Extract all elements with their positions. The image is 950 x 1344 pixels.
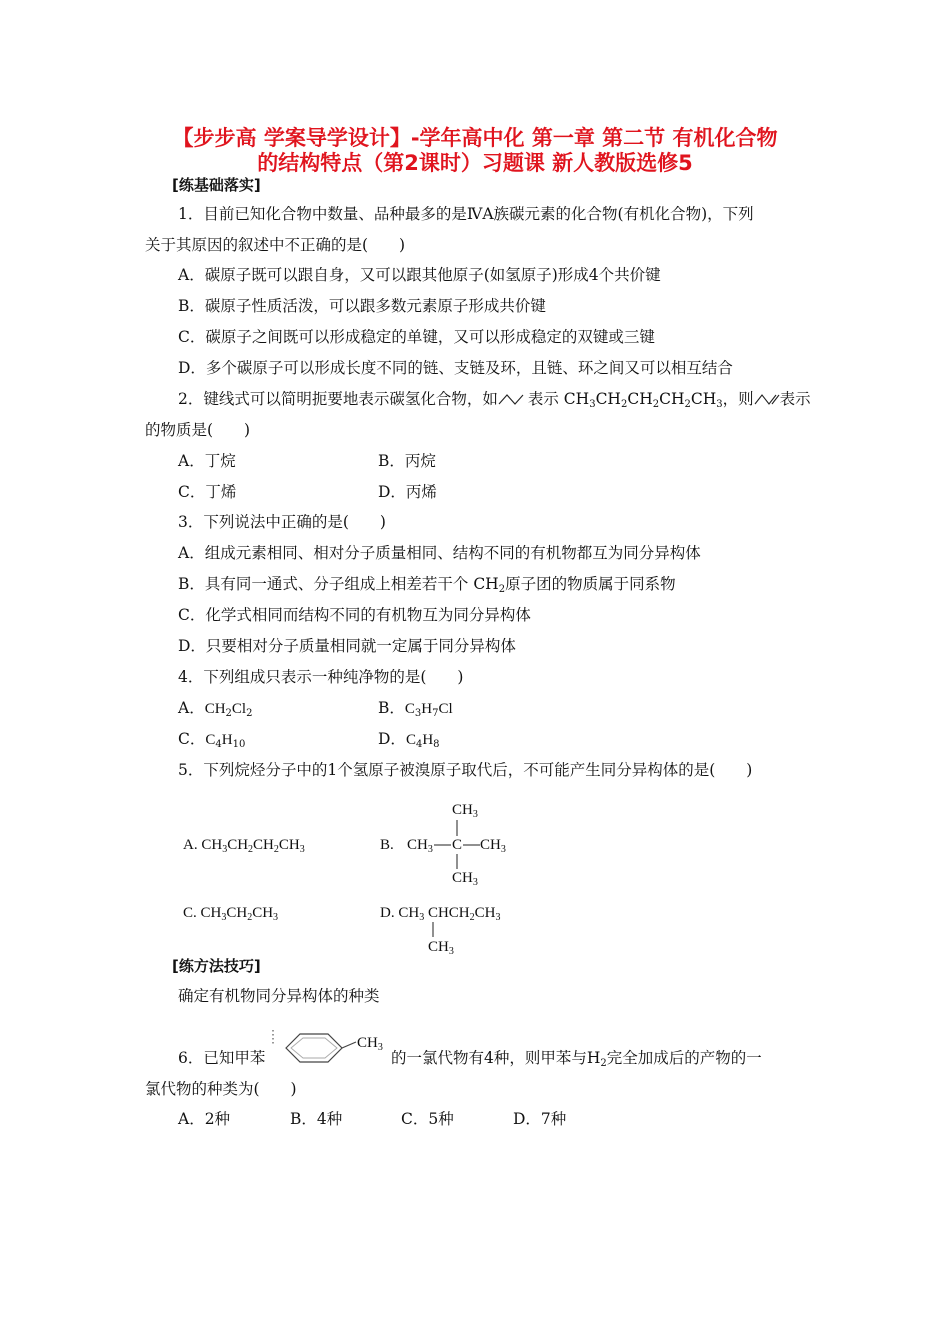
q5-option-d-structure: D. $CH_3$ $CHCH_2CH_3$ xyxy=(380,905,501,923)
q4-option-c: C．$C_4H_{10}$ xyxy=(178,730,246,750)
q2-stem-line1: 2．键线式可以简明扼要地表示碳氢化合物，如 表示 $CH_3CH_2CH_2CH_2CH_3$，则 表示 xyxy=(178,390,811,410)
q5-option-a-structure: A. $CH_3CH_2CH_2CH_3$ xyxy=(183,837,305,855)
q3-option-b: B．具有同一通式、分子组成上相差若干个 $CH_2$原子团的物质属于同系物 xyxy=(178,575,676,595)
q4-option-a: A．$CH_2Cl_2$ xyxy=(178,699,253,719)
method-subheading: 确定有机物同分异构体的种类 xyxy=(178,987,380,1005)
q4-option-d: D．$C_4H_8$ xyxy=(378,730,440,750)
q6-option-d: D．7种 xyxy=(513,1110,567,1128)
q1-option-b: B．碳原子性质活泼，可以跟多数元素原子形成共价键 xyxy=(178,297,546,315)
q6-stem-text2: 的一氯代物有4种，则甲苯与$H_2$完全加成后的产物的一 xyxy=(391,1049,762,1069)
q1-option-a: A．碳原子既可以跟自身，又可以跟其他原子(如氢原子)形成4个共价键 xyxy=(178,266,661,284)
q4-option-b: B．$C_3H_7Cl$ xyxy=(378,699,453,719)
q3-option-a: A．组成元素相同、相对分子质量相同、结构不同的有机物都互为同分异构体 xyxy=(178,544,701,562)
q1-option-c: C．碳原子之间既可以形成稳定的单键，又可以形成稳定的双键或三键 xyxy=(178,328,655,346)
page-title-line2: 的结构特点（第2课时）习题课 新人教版选修5 xyxy=(257,151,693,175)
page-title-line1: 【步步高 学案导学设计】-学年高中化 第一章 第二节 有机化合物 xyxy=(172,126,778,150)
q5-b-center-carbon: C xyxy=(452,837,463,853)
q1-option-d: D．多个碳原子可以形成长度不同的链、支链及环，且链、环之间又可以相互结合 xyxy=(178,359,733,377)
q5-b-top-methyl: $CH_3$ xyxy=(452,802,478,820)
q6-stem-text1: 6．已知甲苯 xyxy=(178,1049,266,1067)
q5-option-b-label: B. xyxy=(380,837,394,853)
q3-option-c: C．化学式相同而结构不同的有机物互为同分异构体 xyxy=(178,606,531,624)
q2-stem-text2: 表示 CH xyxy=(527,390,590,408)
q5-b-left-methyl: $CH_3$ xyxy=(407,837,433,855)
toluene-methyl-label: $CH_3$ xyxy=(357,1035,383,1053)
q5-b-bottom-methyl: $CH_3$ xyxy=(452,870,478,888)
q5-b-right-methyl: $CH_3$ xyxy=(480,837,506,855)
q2-option-c: C．丁烯 xyxy=(178,483,237,501)
zigzag-alkene-icon xyxy=(754,390,780,404)
q1-stem-line1: 1．目前已知化合物中数量、品种最多的是ⅣA族碳元素的化合物(有机化合物)，下列 xyxy=(178,205,754,223)
q5-d-branch-methyl: $CH_3$ xyxy=(428,939,454,957)
q3-option-d: D．只要相对分子质量相同就一定属于同分异构体 xyxy=(178,637,516,655)
q5-option-c-structure: C. $CH_3CH_2CH_3$ xyxy=(183,905,279,923)
q6-option-a: A．2种 xyxy=(178,1110,231,1128)
q2-option-b: B．丙烷 xyxy=(378,452,436,470)
q1-stem-line2: 关于其原因的叙述中不正确的是( ) xyxy=(145,236,406,254)
q2-option-d: D．丙烯 xyxy=(378,483,437,501)
zigzag-butane-icon xyxy=(498,390,528,404)
q4-stem: 4．下列组成只表示一种纯净物的是( ) xyxy=(178,668,464,686)
q3-stem: 3．下列说法中正确的是( ) xyxy=(178,513,386,531)
q5-stem: 5．下列烷烃分子中的1个氢原子被溴原子取代后，不可能产生同分异构体的是( ) xyxy=(178,761,753,779)
section-heading-basic: [练基础落实] xyxy=(172,176,261,194)
q6-option-b: B．4种 xyxy=(290,1110,343,1128)
q2-stem-line2: 的物质是( ) xyxy=(145,421,251,439)
q6-stem-line2: 氯代物的种类为( ) xyxy=(145,1080,297,1098)
q6-option-c: C．5种 xyxy=(401,1110,454,1128)
q2-option-a: A．丁烷 xyxy=(178,452,236,470)
section-heading-method: [练方法技巧] xyxy=(172,957,261,975)
q2-stem-text1: 2．键线式可以简明扼要地表示碳氢化合物，如 xyxy=(178,390,498,408)
